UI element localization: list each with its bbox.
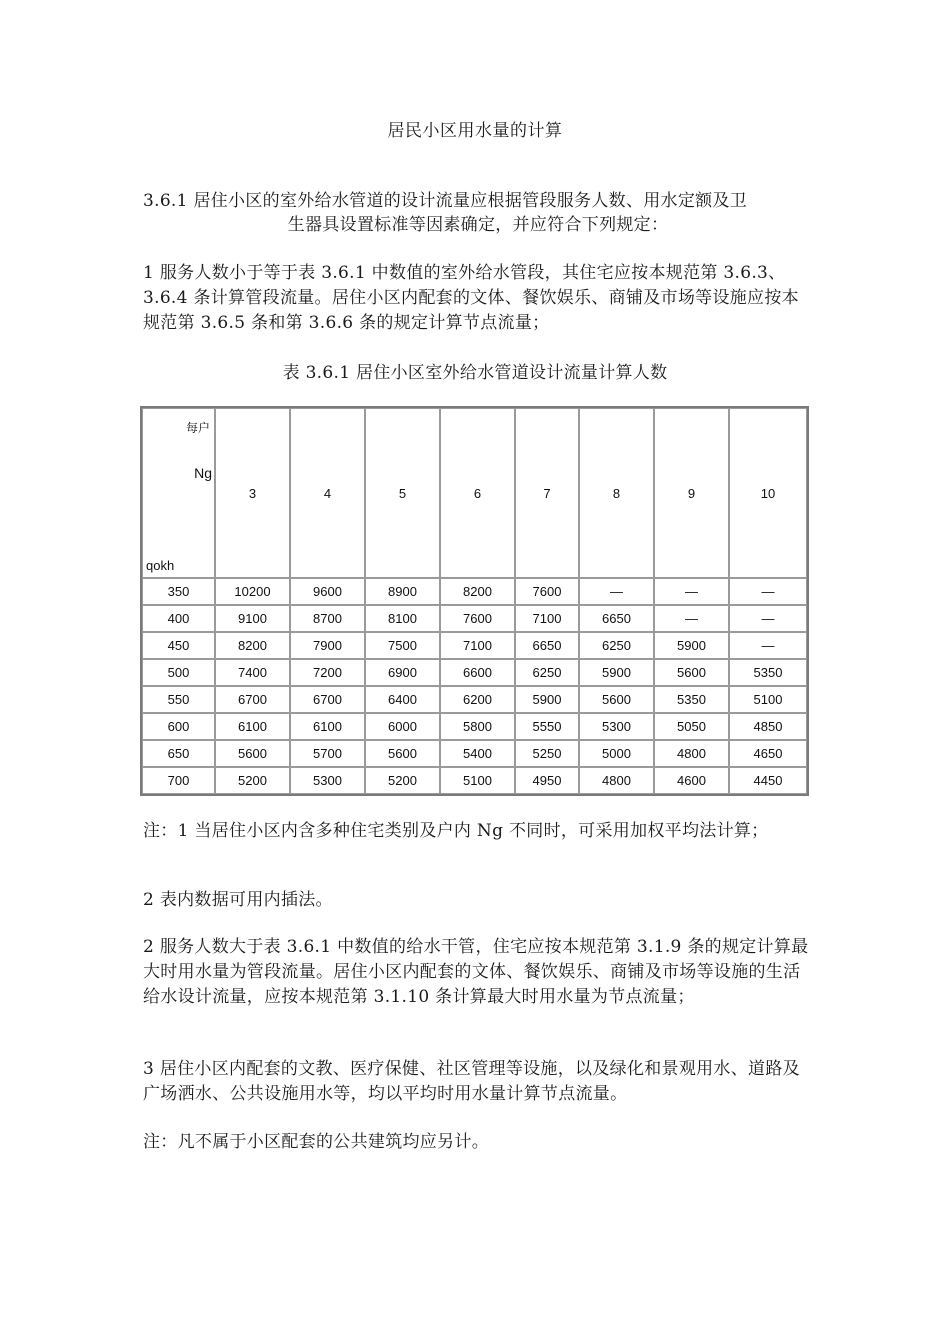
table-cell: 5000: [579, 740, 654, 767]
table-cell: —: [579, 578, 654, 605]
table-cell: 5100: [440, 767, 515, 794]
table-cell: 6900: [365, 659, 440, 686]
table-cell: 5400: [440, 740, 515, 767]
table-cell: 6100: [290, 713, 365, 740]
column-header: 5: [365, 408, 440, 578]
table-cell: 8700: [290, 605, 365, 632]
table-cell: 6700: [290, 686, 365, 713]
section-3-6-1-line1: 3.6.1 居住小区的室外给水管道的设计流量应根据管段服务人数、用水定额及卫: [143, 191, 748, 211]
row-header-cell: 550: [142, 686, 215, 713]
table-cell: 6000: [365, 713, 440, 740]
table-row: [142, 659, 807, 686]
row-header-cell: 650: [142, 740, 215, 767]
table-cell: 5700: [290, 740, 365, 767]
table-row: [142, 605, 807, 632]
table-cell: 8200: [440, 578, 515, 605]
row-header-cell: 400: [142, 605, 215, 632]
row-header-cell: 600: [142, 713, 215, 740]
note-3: 注：凡不属于小区配套的公共建筑均应另计。: [143, 1132, 489, 1152]
table-cell: 6650: [579, 605, 654, 632]
table-cell: 4950: [515, 767, 579, 794]
paragraph-3: 3 居住小区内配套的文教、医疗保健、社区管理等设施，以及绿化和景观用水、道路及广场洒水、公共设施用水等，均以平均时用水量计算节点流量。: [143, 1059, 800, 1104]
table-cell: 5350: [729, 659, 807, 686]
table-caption: 表 3.6.1 居住小区室外给水管道设计流量计算人数: [282, 363, 668, 383]
table-cell: 4800: [654, 740, 729, 767]
table-corner-cell: [142, 408, 215, 578]
table-cell: 6250: [579, 632, 654, 659]
corner-label-ng: Ng: [194, 465, 212, 481]
table-row: [142, 686, 807, 713]
paragraph-1: 1 服务人数小于等于表 3.6.1 中数值的室外给水管段，其住宅应按本规范第 3.6.3、3.6.4 条计算管段流量。居住小区内配套的文体、餐饮娱乐、商铺及市场等设施应按本规范第 3.6.5 条和第 3.6.6 条的规定计算节点流量；: [143, 263, 799, 333]
table-cell: 7600: [515, 578, 579, 605]
table-cell: 7200: [290, 659, 365, 686]
column-header: 9: [654, 408, 729, 578]
table-cell: 5300: [290, 767, 365, 794]
table-cell: 5600: [215, 740, 290, 767]
table-cell: —: [729, 578, 807, 605]
table-row: [142, 767, 807, 794]
table-cell: 6200: [440, 686, 515, 713]
note-2: 2 表内数据可用内插法。: [143, 890, 333, 910]
table-cell: 7600: [440, 605, 515, 632]
table-row: [142, 740, 807, 767]
table-cell: 9100: [215, 605, 290, 632]
table-cell: 6250: [515, 659, 579, 686]
table-cell: 4600: [654, 767, 729, 794]
table-cell: 7100: [440, 632, 515, 659]
table-cell: 7100: [515, 605, 579, 632]
row-header-cell: 500: [142, 659, 215, 686]
flow-table: [140, 406, 809, 796]
section-3-6-1-line2: 生器具设置标准等因素确定，并应符合下列规定：: [287, 215, 669, 235]
table-cell: 7900: [290, 632, 365, 659]
column-header: 8: [579, 408, 654, 578]
table-cell: 5250: [515, 740, 579, 767]
table-cell: 4450: [729, 767, 807, 794]
table-header-row: [142, 408, 807, 578]
row-header-cell: 350: [142, 578, 215, 605]
table-cell: 10200: [215, 578, 290, 605]
table-cell: 6600: [440, 659, 515, 686]
table-row: [142, 713, 807, 740]
row-header-cell: 450: [142, 632, 215, 659]
table-cell: 5550: [515, 713, 579, 740]
table-cell: 5200: [365, 767, 440, 794]
table-cell: 5800: [440, 713, 515, 740]
table-cell: 8200: [215, 632, 290, 659]
table-cell: 4800: [579, 767, 654, 794]
table-cell: 5100: [729, 686, 807, 713]
table-cell: 6400: [365, 686, 440, 713]
table-cell: 8100: [365, 605, 440, 632]
column-header: 4: [290, 408, 365, 578]
column-header: 10: [729, 408, 807, 578]
table-cell: 5900: [654, 632, 729, 659]
table-cell: —: [654, 605, 729, 632]
column-header: 7: [515, 408, 579, 578]
table-cell: 6700: [215, 686, 290, 713]
table-cell: 5350: [654, 686, 729, 713]
table-cell: 4650: [729, 740, 807, 767]
table-row: [142, 632, 807, 659]
table-cell: 8900: [365, 578, 440, 605]
table-cell: 7500: [365, 632, 440, 659]
paragraph-2: 2 服务人数大于表 3.6.1 中数值的给水干管，住宅应按本规范第 3.1.9 条的规定计算最大时用水量为管段流量。居住小区内配套的文体、餐饮娱乐、商铺及市场等设施的生活给水设计流量，应按本规范第 3.1.10 条计算最大时用水量为节点流量；: [143, 937, 809, 1007]
row-header-cell: 700: [142, 767, 215, 794]
table-cell: 5600: [365, 740, 440, 767]
table-row: [142, 578, 807, 605]
table-cell: —: [729, 605, 807, 632]
table-cell: 5200: [215, 767, 290, 794]
flow-table-container: [140, 406, 809, 796]
document-title: 居民小区用水量的计算: [387, 121, 563, 141]
table-cell: 6650: [515, 632, 579, 659]
table-cell: —: [729, 632, 807, 659]
table-cell: 5300: [579, 713, 654, 740]
table-cell: 5600: [654, 659, 729, 686]
column-header: 6: [440, 408, 515, 578]
column-header: 3: [215, 408, 290, 578]
corner-label-qokh: qokh: [146, 558, 175, 573]
note-1: 注：1 当居住小区内含多种住宅类别及户内 Ng 不同时，可采用加权平均法计算；: [143, 821, 769, 841]
table-cell: 6100: [215, 713, 290, 740]
table-cell: 5600: [579, 686, 654, 713]
table-cell: 7400: [215, 659, 290, 686]
table-cell: —: [654, 578, 729, 605]
table-cell: 4850: [729, 713, 807, 740]
corner-label-per-household: 每户: [185, 421, 210, 435]
table-cell: 9600: [290, 578, 365, 605]
table-cell: 5050: [654, 713, 729, 740]
table-cell: 5900: [579, 659, 654, 686]
table-cell: 5900: [515, 686, 579, 713]
